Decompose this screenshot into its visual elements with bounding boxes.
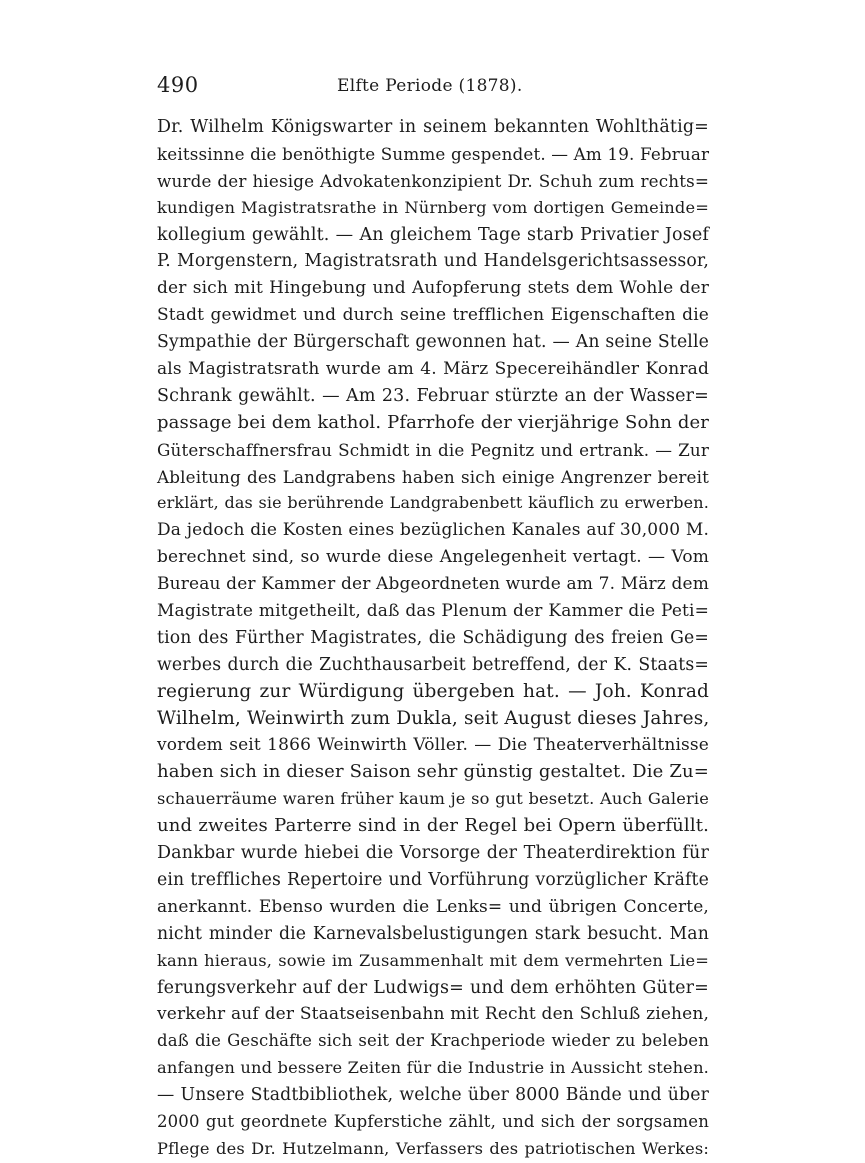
text-line: schauerräume waren früher kaum je so gut besetzt. Auch Galerie xyxy=(157,789,709,809)
text-line: Pflege des Dr. Hutzelmann, Verfassers des patriotischen Werkes: xyxy=(157,1138,709,1158)
text-line: Ableitung des Landgrabens haben sich einige Angrenzer bereit xyxy=(157,466,709,487)
text-line: und zweites Parterre sind in der Regel bei Opern überfüllt. xyxy=(157,815,709,837)
text-line: Schrank gewählt. — Am 23. Februar stürzte an der Wasser= xyxy=(157,385,709,406)
text-line: — Unsere Stadtbibliothek, welche über 8000 Bände und über xyxy=(157,1085,709,1106)
text-line: Stadt gewidmet und durch seine trefflichen Eigenschaften die xyxy=(157,305,709,326)
text-line: keitssinne die benöthigte Summe gespendet. — Am 19. Februar xyxy=(157,143,710,164)
text-line: ferungsverkehr auf der Ludwigs= und dem erhöhten Güter= xyxy=(157,977,709,998)
text-line: Dankbar wurde hiebei die Vorsorge der Theaterdirektion für xyxy=(157,843,709,864)
text-line: Da jedoch die Kosten eines bezüglichen Kanales auf 30,000 M. xyxy=(157,520,709,541)
text-line: erklärt, das sie berührende Landgrabenbett käuflich zu erwerben. xyxy=(157,493,709,513)
text-line: verkehr auf der Staatseisenbahn mit Recht den Schluß ziehen, xyxy=(157,1004,709,1025)
text-line: passage bei dem kathol. Pfarrhofe der vierjährige Sohn der xyxy=(157,411,710,433)
text-line: als Magistratsrath wurde am 4. März Specereihändler Konrad xyxy=(157,359,709,380)
text-line: kundigen Magistratsrathe in Nürnberg vom dortigen Gemeinde= xyxy=(157,197,709,217)
page-header xyxy=(157,72,707,98)
text-line: P. Morgenstern, Magistratsrath und Handelsgerichtsassessor, xyxy=(157,251,709,272)
running-head: Elfte Periode (1878). xyxy=(337,76,523,96)
text-line: wurde der hiesige Advokatenkonzipient Dr. Schuh zum rechts= xyxy=(157,170,709,191)
text-line: regierung zur Würdigung übergeben hat. — Joh. Konrad xyxy=(157,680,709,702)
text-line: Dr. Wilhelm Königswarter in seinem bekannten Wohlthätig= xyxy=(157,117,709,137)
text-line: berechnet sind, so wurde diese Angelegenheit vertagt. — Vom xyxy=(157,547,709,568)
text-line: vordem seit 1866 Weinwirth Völler. — Die Theaterverhältnisse xyxy=(157,735,709,756)
text-line: kann hieraus, sowie im Zusammenhalt mit dem vermehrten Lie= xyxy=(157,950,709,970)
text-line: daß die Geschäfte sich seit der Krachperiode wieder zu beleben xyxy=(157,1031,709,1051)
text-line: werbes durch die Zuchthausarbeit betreffend, der K. Staats= xyxy=(157,654,709,675)
text-line: 2000 gut geordnete Kupferstiche zählt, und sich der sorgsamen xyxy=(157,1111,709,1131)
text-line: anfangen und bessere Zeiten für die Industrie in Aussicht stehen. xyxy=(157,1058,709,1078)
text-line: Wilhelm, Weinwirth zum Dukla, seit August dieses Jahres, xyxy=(157,707,710,729)
text-line: haben sich in dieser Saison sehr günstig gestaltet. Die Zu= xyxy=(157,761,709,783)
text-line: Sympathie der Bürgerschaft gewonnen hat. — An seine Stelle xyxy=(157,332,709,353)
text-line: kollegium gewählt. — An gleichem Tage starb Privatier Josef xyxy=(157,224,709,245)
page-number: 490 xyxy=(157,73,199,97)
body-text xyxy=(157,114,709,1163)
text-line: anerkannt. Ebenso wurden die Lenks= und übrigen Concerte, xyxy=(157,896,709,917)
text-line: Magistrate mitgetheilt, daß das Plenum der Kammer die Peti= xyxy=(157,601,709,622)
text-line: ein treffliches Repertoire und Vorführung vorzüglicher Kräfte xyxy=(157,869,709,890)
text-line: nicht minder die Karnevalsbelustigungen stark besucht. Man xyxy=(157,923,709,944)
text-line: tion des Fürther Magistrates, die Schädigung des freien Ge= xyxy=(157,627,709,648)
text-line: Güterschaffnersfrau Schmidt in die Pegnitz und ertrank. — Zur xyxy=(157,439,709,460)
text-line: der sich mit Hingebung und Aufopferung stets dem Wohle der xyxy=(157,278,709,299)
text-line: Bureau der Kammer der Abgeordneten wurde am 7. März dem xyxy=(157,574,709,595)
